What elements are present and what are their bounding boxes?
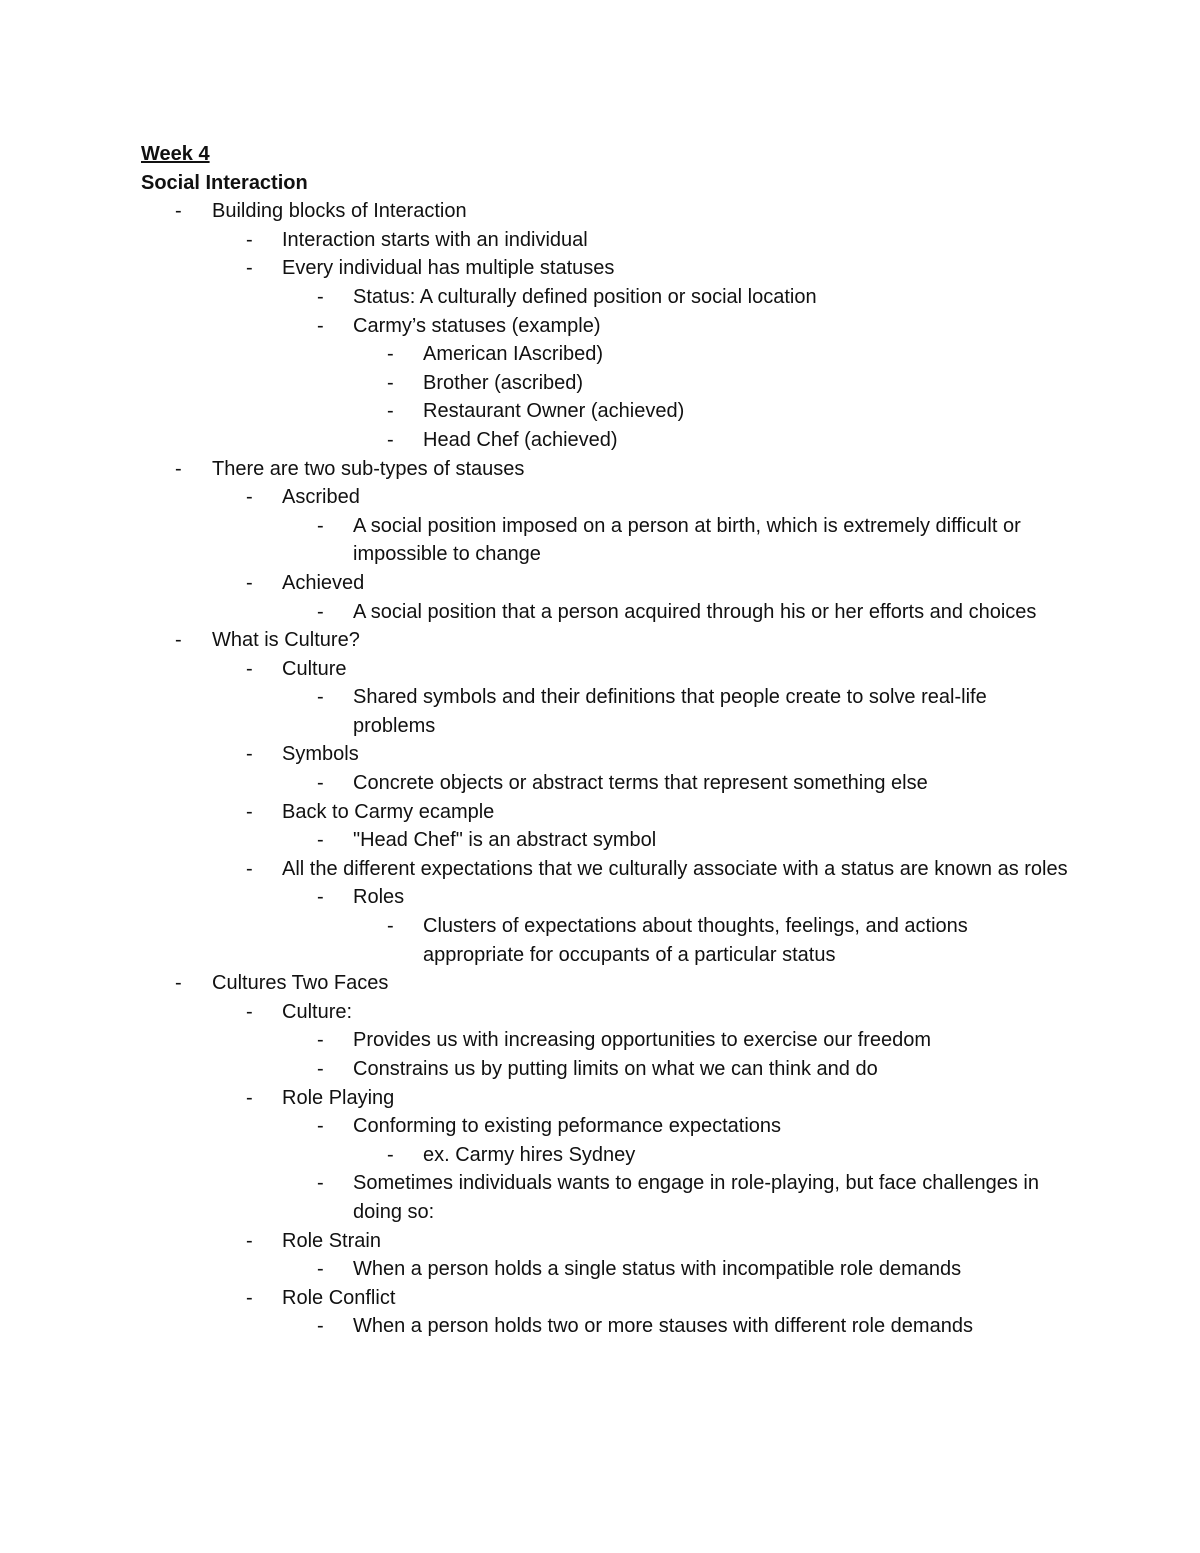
bullet-dash-icon: - <box>246 228 253 251</box>
bullet-dash-icon: - <box>387 371 394 394</box>
outline-item-text: Conforming to existing peformance expectations <box>353 1115 782 1138</box>
outline-item-text: Status: A culturally defined position or social location <box>353 285 817 308</box>
bullet-dash-icon: - <box>317 1315 324 1338</box>
bullet-dash-icon: - <box>387 915 394 938</box>
outline-item-text: Role Strain <box>282 1229 381 1252</box>
outline-item <box>141 483 1071 512</box>
bullet-dash-icon: - <box>175 629 182 652</box>
bullet-dash-icon: - <box>246 1000 253 1023</box>
outline-list <box>141 197 1071 1341</box>
outline-item <box>141 1026 1071 1055</box>
outline-item-text: Every individual has multiple statuses <box>282 257 615 280</box>
outline-item <box>141 1255 1071 1284</box>
outline-item-text: Role Conflict <box>282 1286 396 1309</box>
bullet-dash-icon: - <box>317 1172 324 1195</box>
bullet-dash-icon: - <box>175 972 182 995</box>
outline-item <box>141 426 1071 455</box>
outline-item <box>141 1169 1071 1226</box>
bullet-dash-icon: - <box>317 1115 324 1138</box>
bullet-dash-icon: - <box>317 1258 324 1281</box>
outline-item <box>141 1141 1071 1170</box>
document-title: Week 4 <box>141 143 210 165</box>
outline-item-text: Concrete objects or abstract terms that represent something else <box>353 772 928 795</box>
outline-item <box>141 1112 1071 1141</box>
bullet-dash-icon: - <box>387 428 394 451</box>
outline-item <box>141 1284 1071 1313</box>
bullet-dash-icon: - <box>317 1058 324 1080</box>
outline-item <box>141 197 1071 226</box>
outline-item <box>141 626 1071 655</box>
outline-item <box>141 254 1071 283</box>
outline-item <box>141 455 1071 484</box>
outline-item-text: Culture <box>282 657 347 680</box>
outline-item <box>141 226 1071 255</box>
outline-item-text: ex. Carmy hires Sydney <box>423 1143 636 1166</box>
outline-item-text: Building blocks of Interaction <box>212 200 467 223</box>
bullet-dash-icon: - <box>246 657 253 680</box>
outline-item <box>141 283 1071 312</box>
outline-item <box>141 998 1071 1027</box>
outline-item-text: Shared symbols and their definitions that people create to solve real-life problems <box>353 686 987 737</box>
bullet-dash-icon: - <box>246 800 253 823</box>
outline-item-text: When a person holds two or more stauses with different role demands <box>353 1315 973 1338</box>
outline-item-text: Cultures Two Faces <box>212 972 389 995</box>
outline-item-text: Interaction starts with an individual <box>282 228 588 251</box>
outline-item <box>141 397 1071 426</box>
outline-item <box>141 969 1071 998</box>
outline-item <box>141 655 1071 684</box>
outline-item-text: A social position that a person acquired through his or her efforts and choices <box>353 600 1037 623</box>
outline-item <box>141 912 1071 969</box>
bullet-dash-icon: - <box>317 600 324 623</box>
outline-item-text: Role Playing <box>282 1086 395 1109</box>
outline-item <box>141 598 1071 627</box>
outline-item-text: When a person holds a single status with incompatible role demands <box>353 1258 962 1281</box>
bullet-dash-icon: - <box>317 285 324 308</box>
outline-item-text: "Head Chef" is an abstract symbol <box>353 829 657 852</box>
outline-item <box>141 855 1071 884</box>
outline-item <box>141 1084 1071 1113</box>
outline-item-text: Ascribed <box>282 486 360 509</box>
outline-item <box>141 1312 1071 1341</box>
outline-item <box>141 883 1071 912</box>
outline-item <box>141 740 1071 769</box>
bullet-dash-icon: - <box>317 514 324 537</box>
outline-item-text: Sometimes individuals wants to engage in role-playing, but face challenges in doing so: <box>353 1172 1039 1223</box>
outline-item <box>141 683 1071 740</box>
bullet-dash-icon: - <box>246 571 253 594</box>
bullet-dash-icon: - <box>175 200 182 223</box>
outline-item <box>141 1227 1071 1256</box>
outline-item <box>141 312 1071 341</box>
outline-item-text: Roles <box>353 886 405 909</box>
bullet-dash-icon: - <box>246 857 253 880</box>
bullet-dash-icon: - <box>317 686 324 709</box>
outline-item-text: Provides us with increasing opportunities to exercise our freedom <box>353 1029 932 1052</box>
bullet-dash-icon: - <box>317 772 324 795</box>
outline-item-text: Head Chef (achieved) <box>423 428 618 451</box>
outline-item-text: Symbols <box>282 743 359 766</box>
outline-item <box>141 369 1071 398</box>
section-heading: Social Interaction <box>141 171 308 194</box>
bullet-dash-icon: - <box>246 257 253 280</box>
outline-item <box>141 340 1071 369</box>
outline-item <box>141 798 1071 827</box>
bullet-dash-icon: - <box>317 314 324 337</box>
outline-item-text: Restaurant Owner (achieved) <box>423 400 685 423</box>
bullet-dash-icon: - <box>246 486 253 509</box>
outline-item <box>141 569 1071 598</box>
outline-item-text: Constrains us by putting limits on what we can think and do <box>353 1058 878 1080</box>
bullet-dash-icon: - <box>387 1143 394 1166</box>
bullet-dash-icon: - <box>317 886 324 909</box>
outline-item-text: Achieved <box>282 571 365 594</box>
outline-item <box>141 1055 1071 1084</box>
outline-item-text: Brother (ascribed) <box>423 371 584 394</box>
bullet-dash-icon: - <box>387 400 394 423</box>
outline-item-text: American IAscribed) <box>423 343 604 366</box>
outline-item-text: Carmy’s statuses (example) <box>353 314 601 337</box>
bullet-dash-icon: - <box>387 343 394 366</box>
bullet-dash-icon: - <box>246 1229 253 1252</box>
outline-item-text: Culture: <box>282 1000 353 1023</box>
bullet-dash-icon: - <box>246 1086 253 1109</box>
bullet-dash-icon: - <box>246 1286 253 1309</box>
outline-item <box>141 512 1071 569</box>
outline-item-text: Back to Carmy ecample <box>282 800 495 823</box>
bullet-dash-icon: - <box>175 457 182 480</box>
document-body <box>141 140 1071 1341</box>
outline-item-text: There are two sub-types of stauses <box>212 457 525 480</box>
outline-item-text: What is Culture? <box>212 629 360 652</box>
bullet-dash-icon: - <box>246 743 253 766</box>
outline-item-text: Clusters of expectations about thoughts, feelings, and actions appropriate for occupants of a particular status <box>423 915 968 966</box>
outline-item-text: A social position imposed on a person at birth, which is extremely difficult or impossible to change <box>353 514 1021 566</box>
bullet-dash-icon: - <box>317 829 324 852</box>
outline-item <box>141 769 1071 798</box>
outline-item-text: All the different expectations that we culturally associate with a status are known as roles <box>282 857 1068 880</box>
outline-item <box>141 826 1071 855</box>
bullet-dash-icon: - <box>317 1029 324 1052</box>
